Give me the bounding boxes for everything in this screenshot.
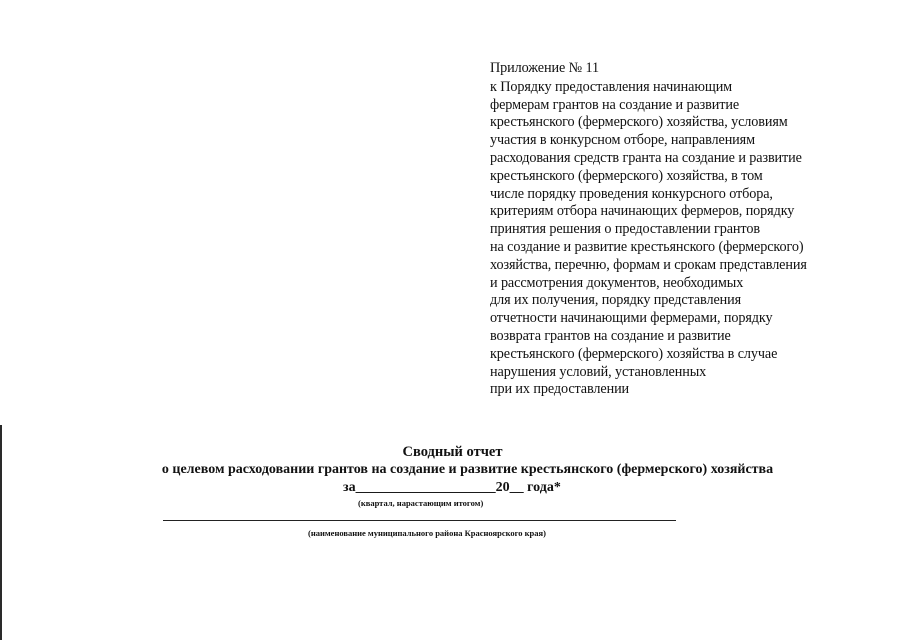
appendix-line: к Порядку предоставления начинающим bbox=[490, 78, 733, 95]
appendix-line: для их получения, порядку представления bbox=[490, 292, 742, 309]
appendix-line: крестьянского (фермерского) хозяйства в случае bbox=[490, 345, 778, 362]
appendix-line: расходования средств гранта на создание и развитие bbox=[490, 149, 802, 166]
district-note: (наименование муниципального района Красноярского края) bbox=[308, 528, 546, 538]
appendix-line: числе порядку проведения конкурсного отбора, bbox=[490, 185, 773, 202]
appendix-line: на создание и развитие крестьянского (фермерского) bbox=[490, 238, 804, 255]
appendix-line: критериям отбора начинающих фермеров, порядку bbox=[490, 203, 795, 220]
appendix-line: крестьянского (фермерского) хозяйства, в том bbox=[490, 167, 763, 184]
appendix-line: нарушения условий, установленных bbox=[490, 363, 707, 380]
appendix-number: Приложение № 11 bbox=[490, 60, 599, 76]
appendix-line: и рассмотрения документов, необходимых bbox=[490, 274, 744, 291]
appendix-block bbox=[490, 60, 850, 399]
report-period-line: за____________________20__ года* bbox=[343, 480, 561, 495]
appendix-line: возврата грантов на создание и развитие bbox=[490, 327, 731, 344]
appendix-line: фермерам грантов на создание и развитие bbox=[490, 96, 740, 113]
appendix-line: при их предоставлении bbox=[490, 381, 630, 398]
report-title: Сводный отчет bbox=[402, 444, 503, 460]
appendix-line: отчетности начинающими фермерами, порядку bbox=[490, 310, 773, 327]
appendix-line: принятия решения о предоставлении грантов bbox=[490, 221, 760, 238]
appendix-line: хозяйства, перечню, формам и срокам представления bbox=[490, 256, 807, 273]
appendix-line: участия в конкурсном отборе, направлениям bbox=[490, 132, 755, 149]
district-blank-line bbox=[163, 520, 676, 521]
report-period-note: (квартал, нарастающим итогом) bbox=[358, 498, 484, 508]
report-subtitle: о целевом расходовании грантов на создание и развитие крестьянского (фермерского) хозяйства bbox=[161, 462, 774, 477]
appendix-line: крестьянского (фермерского) хозяйства, условиям bbox=[490, 114, 788, 131]
